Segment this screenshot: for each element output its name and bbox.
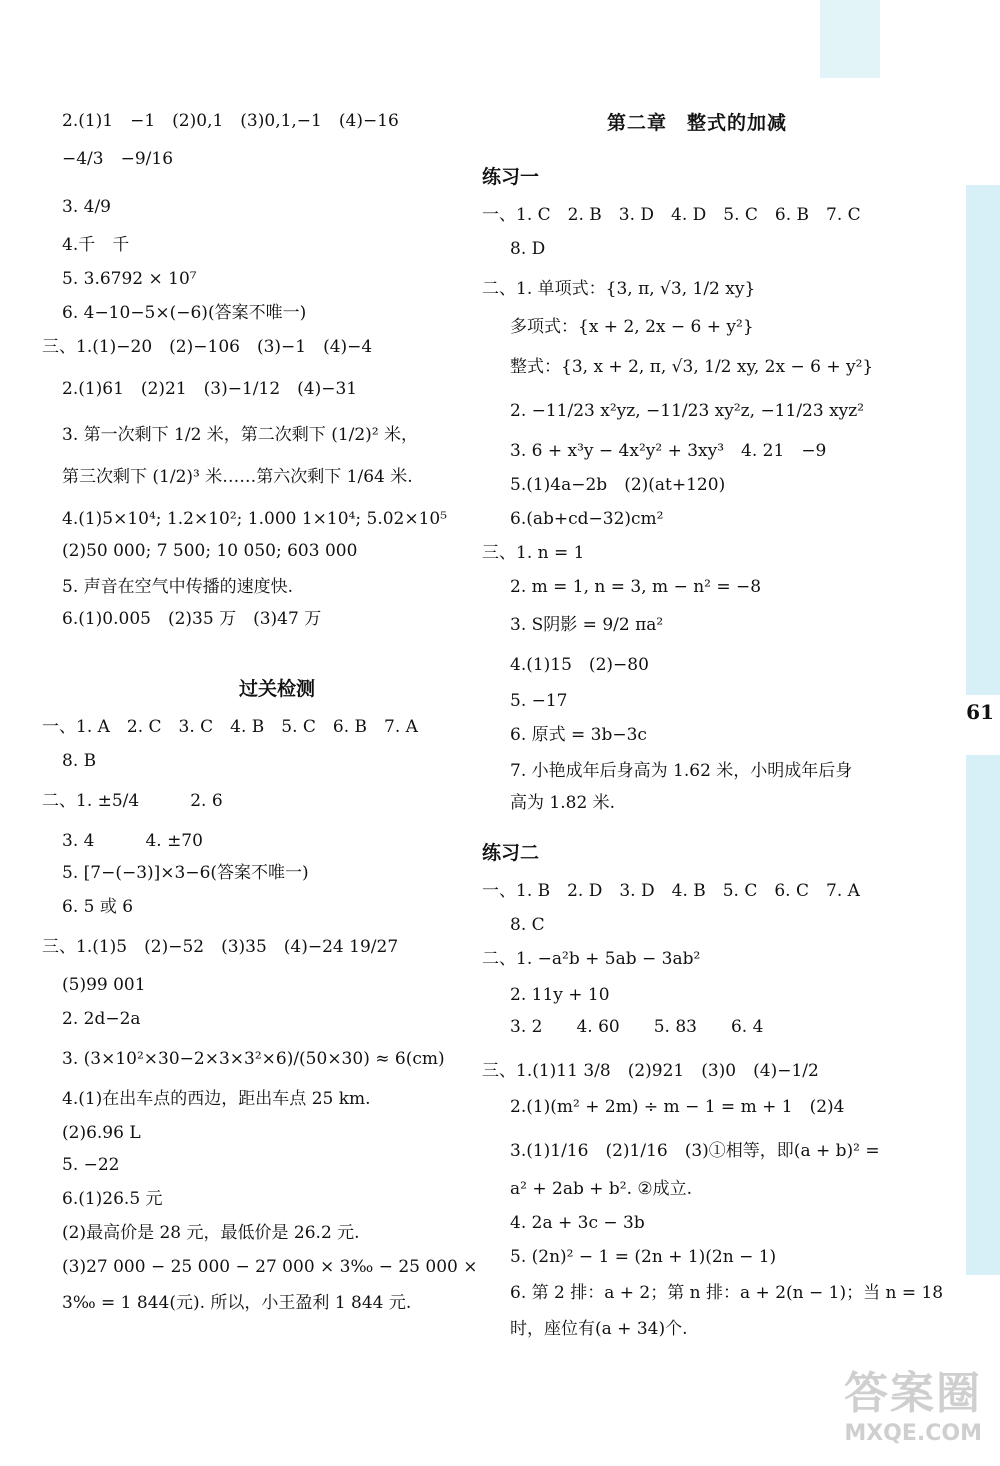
answer-line: 三、1.(1)−20 (2)−106 (3)−1 (4)−4	[42, 337, 373, 357]
watermark-url: MXQE.COM	[844, 1421, 982, 1446]
answer-line: 3. S阴影 = 9/2 πa²	[510, 615, 664, 635]
answer-line: (2)50 000; 7 500; 10 050; 603 000	[62, 541, 358, 561]
answer-line: 4.千 千	[62, 235, 130, 255]
answer-line: 4.(1)在出车点的西边，距出车点 25 km.	[62, 1089, 371, 1109]
answer-line: 6. 4−10−5×(−6)(答案不唯一)	[62, 303, 307, 323]
answer-line: 三、1.(1)5 (2)−52 (3)35 (4)−24 19/27	[42, 937, 399, 957]
answer-line: 一、1. B 2. D 3. D 4. B 5. C 6. C 7. A	[482, 881, 860, 901]
answer-line: 5. 3.6792 × 10⁷	[62, 269, 197, 289]
answer-line: 整式：{3, x + 2, π, √3, 1/2 xy, 2x − 6 + y²}	[510, 357, 874, 377]
chapter-title: 第二章 整式的加减	[606, 112, 787, 134]
answer-line: 6.(ab+cd−32)cm²	[510, 509, 664, 529]
answer-line: (5)99 001	[62, 975, 146, 995]
section-title: 过关检测	[238, 678, 315, 700]
answer-line: 6. 第 2 排：a + 2；第 n 排：a + 2(n − 1)；当 n = 18	[510, 1283, 944, 1303]
answer-line: 3‰ = 1 844(元). 所以，小王盈利 1 844 元.	[62, 1293, 412, 1313]
answer-line: 第三次剩下 (1/2)³ 米……第六次剩下 1/64 米.	[62, 467, 413, 487]
answer-line: 7. 小艳成年后身高为 1.62 米，小明成年后身	[510, 761, 853, 781]
answer-line: 二、1. 单项式：{3, π, √3, 1/2 xy}	[482, 279, 756, 299]
section-title: 练习二	[482, 842, 540, 864]
answer-line: 2. 2d−2a	[62, 1009, 141, 1029]
answer-line: (2)最高价是 28 元，最低价是 26.2 元.	[62, 1223, 360, 1243]
decorative-side-tab	[966, 755, 1000, 1275]
answer-line: 8. B	[62, 751, 97, 771]
answer-line: 6.(1)0.005 (2)35 万 (3)47 万	[62, 609, 322, 629]
answer-line: 5. [7−(−3)]×3−6(答案不唯一)	[62, 863, 309, 883]
answer-line: 一、1. A 2. C 3. C 4. B 5. C 6. B 7. A	[42, 717, 418, 737]
answer-line: −4/3 −9/16	[62, 149, 174, 169]
answer-line: 6. 5 或 6	[62, 897, 134, 917]
answer-line: 三、1. n = 1	[482, 543, 585, 563]
answer-line: 3. 第一次剩下 1/2 米，第二次剩下 (1/2)² 米，	[62, 425, 419, 445]
answer-line: 4.(1)15 (2)−80	[510, 655, 649, 675]
answer-line: 多项式：{x + 2, 2x − 6 + y²}	[510, 317, 754, 337]
answer-line: 5. 声音在空气中传播的速度快.	[62, 577, 294, 597]
answer-line: 8. C	[510, 915, 545, 935]
answer-line: 时，座位有(a + 34)个.	[510, 1319, 688, 1339]
answer-line: 高为 1.82 米.	[510, 793, 616, 813]
answer-line: 5.(1)4a−2b (2)(at+120)	[510, 475, 726, 495]
answer-line: 5. −22	[62, 1155, 120, 1175]
answer-line: a² + 2ab + b². ②成立.	[510, 1179, 693, 1199]
answer-line: 2. 11y + 10	[510, 985, 610, 1005]
left-column	[42, 0, 492, 1466]
answer-line: 3. (3×10²×30−2×3×3²×6)/(50×30) ≈ 6(cm)	[62, 1049, 445, 1069]
answer-line: 5. −17	[510, 691, 568, 711]
answer-line: 3. 6 + x³y − 4x²y² + 3xy³ 4. 21 −9	[510, 441, 827, 461]
answer-line: 8. D	[510, 239, 546, 259]
answer-line: 5. (2n)² − 1 = (2n + 1)(2n − 1)	[510, 1247, 777, 1267]
answer-line: 3. 4 4. ±70	[62, 831, 203, 851]
decorative-side-tab	[966, 185, 1000, 695]
answer-line: 2.(1)1 −1 (2)0,1 (3)0,1,−1 (4)−16	[62, 111, 399, 131]
answer-line: 三、1.(1)11 3/8 (2)921 (3)0 (4)−1/2	[482, 1061, 819, 1081]
answer-line: 4. 2a + 3c − 3b	[510, 1213, 645, 1233]
answer-line: 4.(1)5×10⁴; 1.2×10²; 1.000 1×10⁴; 5.02×10⁵	[62, 509, 448, 529]
answer-line: 二、1. −a²b + 5ab − 3ab²	[482, 949, 701, 969]
answer-line: 3.(1)1/16 (2)1/16 (3)①相等，即(a + b)² =	[510, 1141, 880, 1161]
answer-line: 二、1. ±5/4 2. 6	[42, 791, 223, 811]
page-number: 61	[966, 700, 994, 724]
watermark	[844, 1357, 982, 1446]
answer-line: 3. 4/9	[62, 197, 111, 217]
answer-line: (2)6.96 L	[62, 1123, 141, 1143]
answer-line: 2. −11/23 x²yz, −11/23 xy²z, −11/23 xyz²	[510, 401, 865, 421]
answer-line: 2.(1)61 (2)21 (3)−1/12 (4)−31	[62, 379, 358, 399]
answer-line: 6. 原式 = 3b−3c	[510, 725, 647, 745]
answer-line: 2.(1)(m² + 2m) ÷ m − 1 = m + 1 (2)4	[510, 1097, 845, 1117]
watermark-logo: 答案圈	[844, 1368, 982, 1419]
section-title: 练习一	[482, 166, 540, 188]
answer-line: 2. m = 1, n = 3, m − n² = −8	[510, 577, 762, 597]
answer-line: 6.(1)26.5 元	[62, 1189, 163, 1209]
answer-line: 一、1. C 2. B 3. D 4. D 5. C 6. B 7. C	[482, 205, 861, 225]
answer-line: (3)27 000 − 25 000 − 27 000 × 3‰ − 25 000 ×	[62, 1257, 478, 1277]
answer-line: 3. 2 4. 60 5. 83 6. 4	[510, 1017, 764, 1037]
